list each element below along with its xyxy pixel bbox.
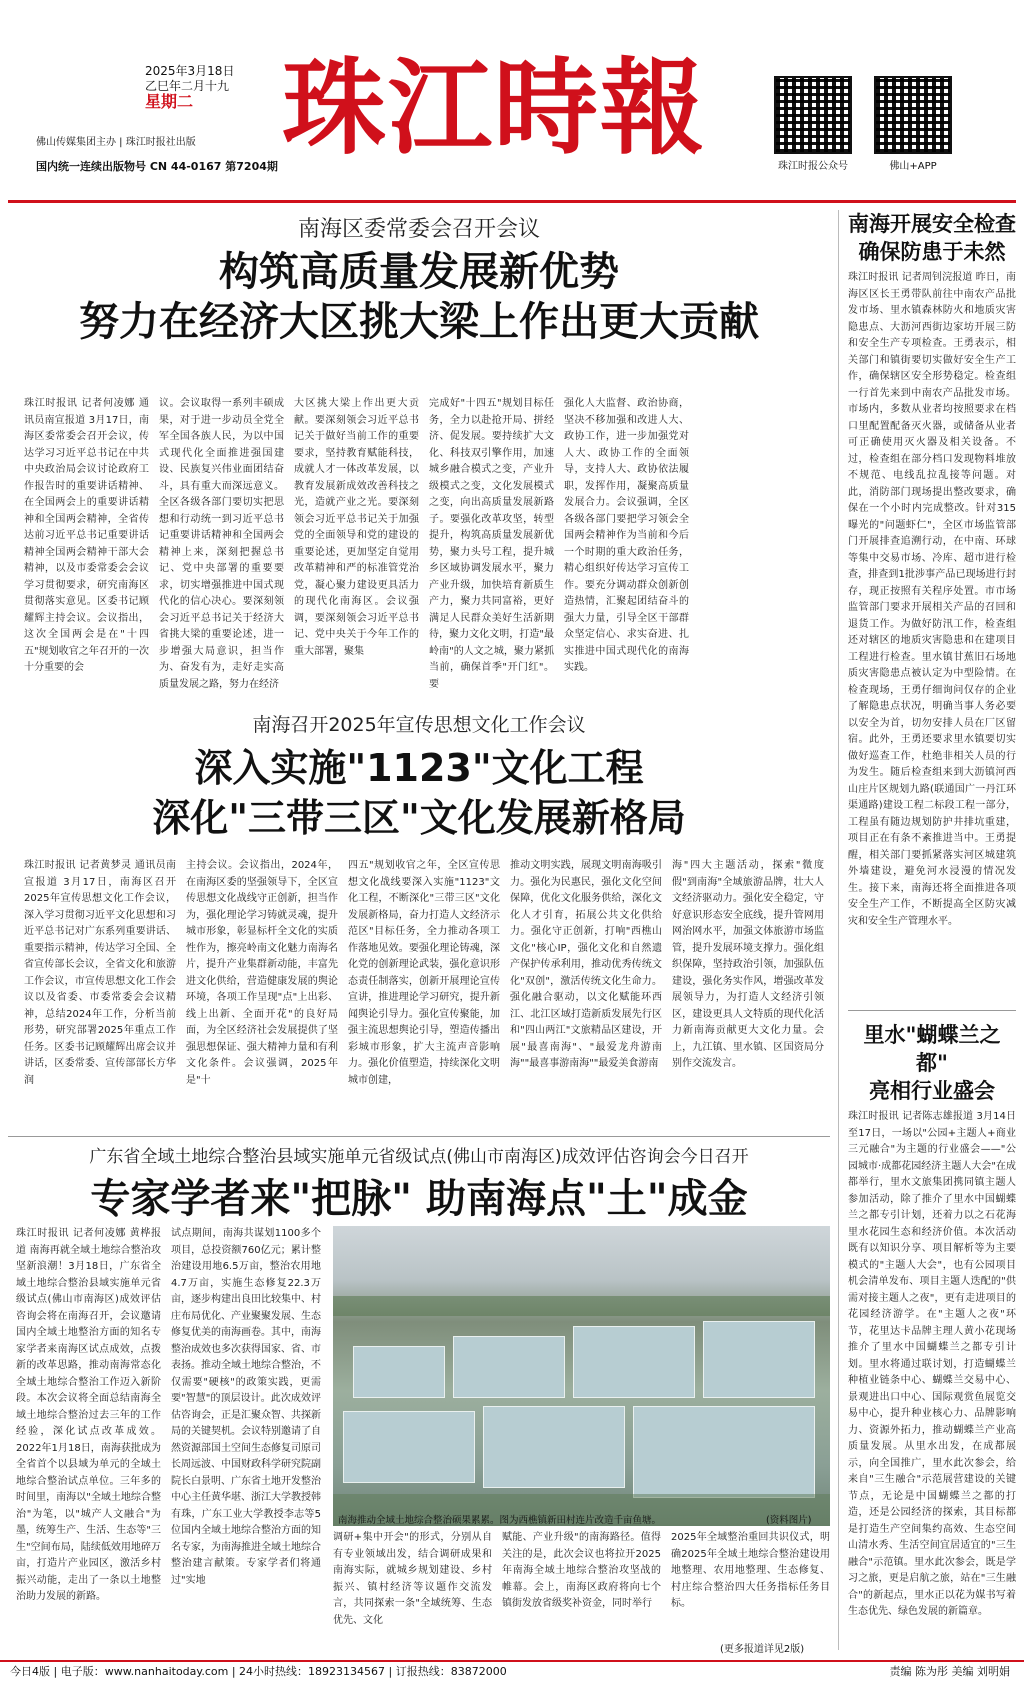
masthead-divider xyxy=(8,200,1016,203)
article-2 xyxy=(8,710,830,843)
article2-col: 四五"规划收官之年，全区宣传思想文化战线要深入实施"1123"文化工程，不断深化"三带三区"文化发展新格局，奋力打造人文经济示范区"目标任务，全力推动各项工作落地见效。要强化理论铸魂，深化党的创新理论武装，强化意识形态责任制落实，创新开展理论宣传宣讲，推进理论学习研究，提升新闻舆论引导力。强化宣传聚能，加强主流思想舆论引导，塑造传播出彩城市形象，扩大主流声音影响力。强化价值塑造，持续深化文明城市创建， xyxy=(348,860,500,1086)
weekday: 星期二 xyxy=(145,92,194,111)
article1-body xyxy=(24,396,824,690)
sidebar2-headline-2: 亮相行业盛会 xyxy=(869,1079,995,1103)
qr-code-app-icon[interactable] xyxy=(874,76,952,154)
continue-note[interactable]: (更多报道详见2版) xyxy=(720,1644,805,1655)
article3-bottom-col: 调研+集中开会"的形式，分别从自有专业领域出发，结合调研成果和南海实际，就城乡规划建设、乡村振兴、镇村经济等议题作交流发言，共同探索一条"全域统筹、生态优先、文化 xyxy=(333,1532,492,1626)
article1-col: 议。会议取得一系列丰硕成果，对于进一步动员全党全军全国各族人民，为以中国式现代化全面推进强国建设、民族复兴伟业面团结奋斗，具有重大而深远意义。全区各级各部门要切实把思想和行动统一到习近平总书记重要讲话精神和全国两会精神上来，深刻把握总书记、党中央部署的重要要求，切实增强推进中国式现代化的信心决心。要深刻领会习近平总书记关于经济大省挑大梁的重要论述，进一步增强大局意识，担当作为、奋发有为，走好走实高质量发展之路，努力在经济 xyxy=(159,398,284,690)
article3-kicker: 广东省全域土地综合整治县域实施单元省级试点(佛山市南海区)成效评估咨询会今日召开 xyxy=(89,1147,749,1167)
article1-kicker: 南海区委常委会召开会议 xyxy=(297,217,540,242)
article2-headline-2: 深化"三带三区"文化发展新格局 xyxy=(152,796,686,840)
footer-editors: 责编 陈为彤 美编 刘明娟 xyxy=(889,1665,1010,1678)
photo-caption: 南海推动全域土地综合整治硕果累累。图为西樵镇新田村连片改造千亩鱼塘。 xyxy=(338,1515,662,1526)
sidebar-divider xyxy=(848,1010,1016,1011)
date-block xyxy=(145,64,234,109)
sidebar1-body: 珠江时报讯 记者周钊浣报道 昨日，南海区区长王勇带队前往中南农产品批发市场、里水镇森林防火和地质灾害隐患点、大沥河西街边家坊开展三防和安全生产专项检查。王勇表示，相关部门和镇街要切实做好安全生产工作，确保辖区安全形势稳定。检查组一行首先来到中南农产品批发市场。市场内，多数从业者均按照要求在档口里配置配备灭火器，或储备从业者可正确使用灭火器及相关设备。不过，检查组在部分档口发现物料堆放不规范、电线乱拉乱接等问题。对此，消防部门现场提出整改要求，确保在一个小时内完成整改。针对315曝光的"问题虾仁"，全区市场监管部门开展排查追溯行动，在中南、环球等集中交易市场、冷库、超市进行检查，排查到1批涉事产品已现场进行封存，现正按照有关程序处置。市市场监管部门要求开展相关产品的召回和退货工作。为做好防汛工作，检查组还对辖区的地质灾害隐患和在建项目工程进行检查。里水镇甘蕉旧石场地质灾害隐患点被认定为中型险情。在检查现场，王勇仔细询问仅存的企业了解隐患点状况，明确当事人务必要以安全为首，切勿安排人员在厂区留宿。此外，王勇还要求里水镇要切实做好巡查工作，杜绝非相关人员的行为发生。随后检查组来到大沥镇河西山庄片区规划九路(联通国广一丹江环渠通路)建设工程二标段工程一部分，工程虽有随边规划防护井排坑重建，项目正在有条不紊推进当中。王勇提醒，相关部门要抓紧落实河区城建筑外墙建设，避免河水浸漫的情况发生。接下来，南海还将全面推进各项安全生产工作，不断提高全区防灾减灾和安全生产管理水平。 xyxy=(848,272,1016,927)
article1-headline-2: 努力在经济大区挑大梁上作出更大贡献 xyxy=(79,299,759,345)
column-divider xyxy=(838,210,839,1650)
article2-kicker: 南海召开2025年宣传思想文化工作会议 xyxy=(252,714,586,736)
article2-body xyxy=(24,858,824,1108)
section-divider xyxy=(8,1136,830,1137)
article1-headline-1: 构筑高质量发展新优势 xyxy=(219,249,619,295)
article1-col: 强化人大监督、政治协商，坚决不移加强和改进人大、政协工作，进一步加强党对人大、政协工作的全面领导，支持人大、政协依法履职，发挥作用，凝聚高质量发展合力。会议强调，全区各级各部门要把学习领会全国两会精神作为当前和今后一个时期的重大政治任务，精心组织好传达学习宣传工作。要充分调动群众创新创造热情，汇聚起团结奋斗的强大力量，引导全区干部群众坚定信心、求实奋进、扎实推进中国式现代化的南海实践。 xyxy=(564,398,689,673)
article3-col: 试点期间，南海共谋划1100多个项目，总投资额760亿元；累计整治建设用地6.5万亩，整治农用地4.7万亩，实施生态修复22.3万亩，逐步构建出良田比较集中、村庄布局优化、产业聚聚发展、生态修复优美的南海画卷。其中，南海整治成效也多次获得国家、省、市表扬。推动全域土地综合整治，不仅需要"硬核"的政策实践，更需要"智慧"的顶层设计。此次成效评估咨询会，正是汇聚众智、共探新局的关键契机。会议特别邀请了自然资源部国土空间生态修复司原司长周远波、中国财政科学研究院副院长白景明、广东省土地开发整治中心主任黄华堪、浙江大学教授韩有珠，广东工业大学教授李志等5位国内全域土地综合整治方面的知名专家，为南海推进全域土地综合整治建言献策。专家学者们将通过"实地 xyxy=(171,1228,321,1586)
land-consolidation-photo xyxy=(333,1226,830,1526)
sidebar2-body: 珠江时报讯 记者陈志雄报道 3月14日至17日，一场以"公园+主题人+商业三元融合"为主题的行业盛会——"公园城市·成都花园经济主题人大会"在成都举行，里水文旅集团携同镇主题人参加活动，除了推介了里水中国蝴蝶兰之都专引计划，还着力以之石花海里水花园生态和经济价值。本次活动既有以知识分享、项目解析等为主要模式的"主题人大会"，也有公园项目机会清单发布、项目主题人迭配的"供需对接主题人之夜"，更有走进项目的花园经济游学。在"主题人之夜"环节，花里达卡品牌主理人黄小花现场推介了里水中国蝴蝶兰之都专引计划。里水将通过联讨划，打造蝴蝶兰种植业链条中心、蝴蝶兰交易中心、景观进出口中心、国际观赏鱼展览交易中心，提升种业核心力、品牌影响力、资源外拓力，推动蝴蝶兰产业高质量发展。从里水出发，在成都展示，向全国推广，里水此次参会，给来自"三生融合"示范展营建设的关键节点，无论是中国蝴蝶兰之都的打造，还是公园经济的探索，其目标都是打造生产空间集约高效、生态空间山清水秀、生活空间宜居适宜的"三生融合"示范镇。里水此次参会，既是学习之旅，更是启航之旅，站在"三生融合"的新起点，里水正以花为媒书写着生态优先、绿色发展的新篇章。 xyxy=(848,1111,1016,1617)
article1-col xyxy=(699,396,824,693)
article1-col: 珠江时报讯 记者何凌娜 通讯员南宣报道 3月17日，南海区委常委会召开会议，传达学习习近平总书记在中共中央政治局会议讨论政府工作报告时的重要讲话精神、在全国两会上的重要讲话精神和全国两会精神，全省传达前习近平总书记重要讲话精神全国两会精神干部大会精神，以及市委常委会会议学习贯彻要求，研究南海区贯彻落实意见。区委书记顾耀辉主持会议。会议指出，这次全国两会是在"十四五"规划收官之年召开的一次十分重要的会 xyxy=(24,398,149,673)
article1-col: 大区挑大梁上作出更大贡献。要深刻领会习近平总书记关于做好当前工作的重要要求，坚持教育赋能科技，成就人才一体改革发展，以教育发展新成效改善科技之光，造就产业之光。要深刻领会习近平总书记关于加强党的全面领导和党的建设的重要论述，更加坚定自觉用改革精神和严的标准管党治党，凝心聚力建设更具活力的现代化南海区。会议强调，要深刻领会习近平总书记、党中央关于今年工作的重大部署，聚集 xyxy=(294,398,419,657)
sidebar1-headline-1: 南海开展安全检查 xyxy=(848,212,1016,236)
qr-code-wechat-icon[interactable] xyxy=(774,76,852,154)
footer-info: 今日4版 | 电子版：www.nanhaitoday.com | 24小时热线：18923134567 | 订报热线：83872000 xyxy=(10,1665,507,1678)
newspaper-title: 珠江時報 xyxy=(282,46,707,169)
date-gregorian: 2025年3月18日 xyxy=(145,64,235,78)
footer xyxy=(0,1660,1024,1683)
sidebar xyxy=(848,210,1016,1669)
date-lunar: 乙巳年二月十九 xyxy=(145,79,230,93)
sidebar1-headline-2: 确保防患于未然 xyxy=(858,240,1006,264)
article3-headline: 专家学者来"把脉" 助南海点"土"成金 xyxy=(90,1176,748,1222)
article-3 xyxy=(8,1142,830,1227)
sidebar2-headline-1: 里水"蝴蝶兰之都" xyxy=(863,1023,1001,1075)
article2-col: 珠江时报讯 记者黄梦灵 通讯员南宣报道 3月17日，南海区召开2025年宣传思想文化工作会议，深入学习贯彻习近平文化思想和习近平总书记对广东系列重要讲话、重要指示精神，传达学习全国、全省宣传部长会议，全省文化和旅游工作会议，市宣传思想文化工作会议以及省委、市委常委会会议精神，总结2024年工作，分析当前形势，研究部署2025年重点工作任务。区委书记顾耀辉出席会议并讲话，区委常委、宣传部部长方华润 xyxy=(24,860,176,1086)
photo-credit: (资料图片) xyxy=(766,1515,812,1526)
article3-bottom xyxy=(333,1530,830,1650)
issn-line: 国内统一连续出版物号 CN 44-0167 第7204期 xyxy=(36,160,278,173)
article2-col: 主持会议。会议指出，2024年，在南海区委的坚强领导下，全区宣传思想文化战线守正创新，担当作为，强化理论学习铸就灵魂，提升城市形象，彰显标杆全文化的实质性作为，擦亮岭南文化魅力南海名片，提升产业集群新动能，丰富先进文化供给，营造健康发展的舆论环境，各项工作呈现"点"上出彩、线上出新、全面开花"的良好局面，为全区经济社会发展提供了坚强思想保证、强大精神力量和有利文化条件。会议强调，2025年是"十 xyxy=(186,860,338,1086)
qr1-label: 珠江时报公众号 xyxy=(778,161,848,172)
qr2-label: 佛山+APP xyxy=(889,161,937,172)
article-1 xyxy=(8,212,830,347)
article2-col: 海"四大主题活动，探索"微度假"到南海"全域旅游品牌，壮大人文经济驱动力。强化安全稳定，守好意识形态安全底线，提升管网用网治网水平，加强文体旅游市场监管，提升发展环境支撑力。强化组织保障，坚持政治引领，加强队伍建设，强化务实作风，增强改革发展领导力，为打造人文经济引领区，建设更具人文特质的现代化活力新南海贡献更大文化力量。会上，九江镇、里水镇、区国资局分别作交流发言。 xyxy=(672,860,824,1069)
article3-col: 珠江时报讯 记者何凌娜 黄桦报道 南海再就全域土地综合整治攻坚新浪潮！3月18日，广东省全域土地综合整治县域实施单元省级试点(佛山市南海区)成效评估咨询会将在南海召开，会议邀请国内全域土地整治方面的知名专家学者来南海区试点成效，点拨新的改革思路，推动南海常态化全域土地综合整治工作迈入新阶段。本次会议将全面总结南海全域土地综合整治过去三年的工作经验，深化试点改革成效。2022年1月18日，南海获批成为全省首个以县域为单元的全域土地综合整治试点单位。三年多的时间里，南海以"全域土地综合整治"为笔，以"城产人文融合"为墨，统筹生产、生活、生态等"三生"空间布局，陆续低效用地碎万亩，打造片产业园区，激活乡村振兴动能，走出了一条以土地整治助力发展的新路。 xyxy=(16,1228,161,1602)
article3-bottom-col: 赋能、产业升级"的南海路径。值得关注的是，此次会议也将拉开2025年南海全域土地综合整治攻坚战的帷幕。会上，南海区政府将向七个镇街发放省级奖补资金，同时举行 xyxy=(502,1532,661,1609)
article3-bottom-col: 2025年全域整治重回共识仪式，明确2025年全域土地综合整治建设用地整理、农用地整理、生态修复、村庄综合整治四大任务指标任务目标。 xyxy=(671,1532,830,1609)
article1-col: 完成好"十四五"规划目标任务，全力以赴抢开局、拼经济、促发展。要持续扩大文化、科技双引擎作用，加速城乡融合模式之变，产业升级模式之变，文化发展模式之变，向出高质量发展新路子。要强化改革攻坚，转型提升，构筑高质量发展新优势，聚力头号工程，提升城乡区域协调发展水平，聚力产业升级，加快培育新质生产力，聚力共同富裕，更好满足人民群众美好生活新期待，聚力文化文明，打造"最岭南"的人文之城，聚力紧抓当前，确保首季"开门红"。要 xyxy=(429,398,554,690)
publisher-line: 佛山传媒集团主办 | 珠江时报社出版 xyxy=(36,137,196,148)
article2-col: 推动文明实践，展现文明南海吸引力。强化为民惠民，强化文化空间保障，优化文化服务供给，深化文化人才引育，拓展公共文化供给力。强化守正创新，打响"西樵山文化"核心IP，强化文化和自然遗产保护传承利用，推动优秀传统文化"双创"，激活传统文化生命力。强化融合驱动，以文化赋能环西江、北江区域打造新质发展先行区和"四山两江"文旅精品区建设，开展"最喜南海"、"最爱龙舟游南海""最喜事游南海""最爱美食游南 xyxy=(510,860,662,1069)
article2-headline-1: 深入实施"1123"文化工程 xyxy=(194,746,644,790)
